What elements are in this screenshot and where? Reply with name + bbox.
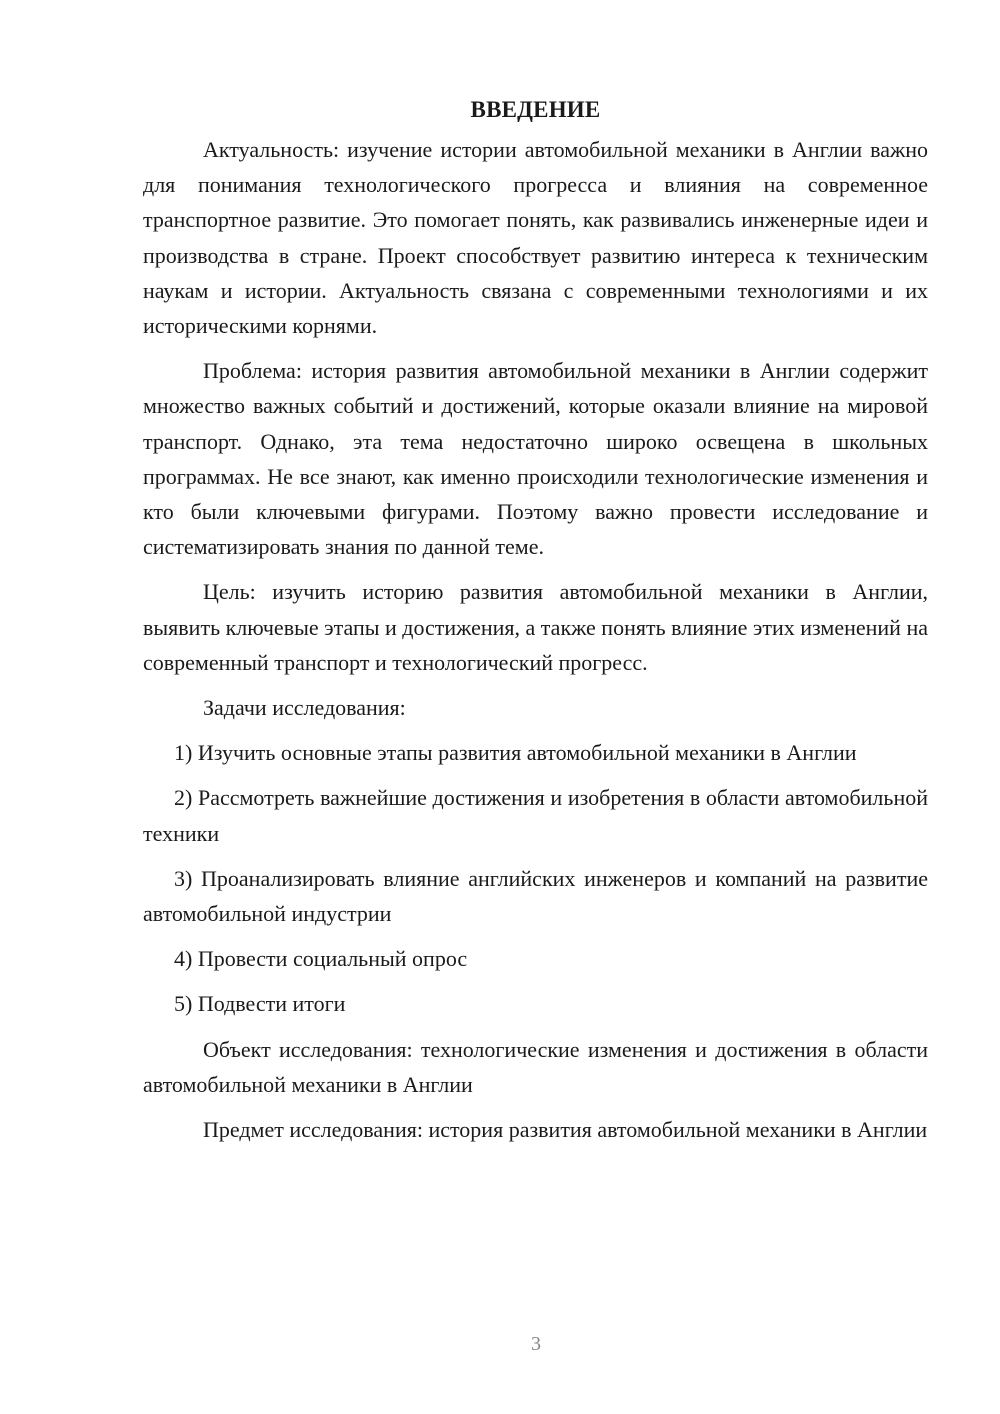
task-item-2: 2) Рассмотреть важнейшие достижения и изобретения в области автомобильной техники <box>143 785 928 846</box>
subject-paragraph: Предмет исследования: история развития автомобильной механики в Англии <box>203 1117 928 1143</box>
goal-paragraph: Цель: изучить историю развития автомобильной механики в Англии, выявить ключевые этапы и достижения, а также понять влияние этих изменений на современный транспорт и технологический прогресс. <box>143 579 928 675</box>
problem-paragraph: Проблема: история развития автомобильной механики в Англии содержит множество важных событий и достижений, которые оказали влияние на мировой транспорт. Однако, эта тема недостаточно широко освещена в школьных программах. Не все знают, как именно происходили технологические изменения и кто были ключевыми фигурами. Поэтому важно провести исследование и систематизировать знания по данной теме. <box>143 358 928 560</box>
tasks-heading: Задачи исследования: <box>203 695 406 721</box>
document-page <box>143 92 928 1157</box>
relevance-paragraph: Актуальность: изучение истории автомобильной механики в Англии важно для понимания технологического прогресса и влияния на современное транспортное развитие. Это помогает понять, как развивались инженерные идеи и производства в стране. Проект способствует развитию интереса к техническим наукам и истории. Актуальность связана с современными технологиями и их историческими корнями. <box>143 137 928 339</box>
object-paragraph: Объект исследования: технологические изменения и достижения в области автомобильной механики в Англии <box>143 1036 928 1097</box>
section-title: ВВЕДЕНИЕ <box>470 97 601 122</box>
task-item-4: 4) Провести социальный опрос <box>174 946 468 972</box>
task-item-1: 1) Изучить основные этапы развития автомобильной механики в Англии <box>174 740 857 766</box>
task-item-3: 3) Проанализировать влияние английских инженеров и компаний на развитие автомобильной индустрии <box>143 865 928 927</box>
page-number: 3 <box>531 1333 541 1355</box>
task-item-5: 5) Подвести итоги <box>174 991 346 1017</box>
